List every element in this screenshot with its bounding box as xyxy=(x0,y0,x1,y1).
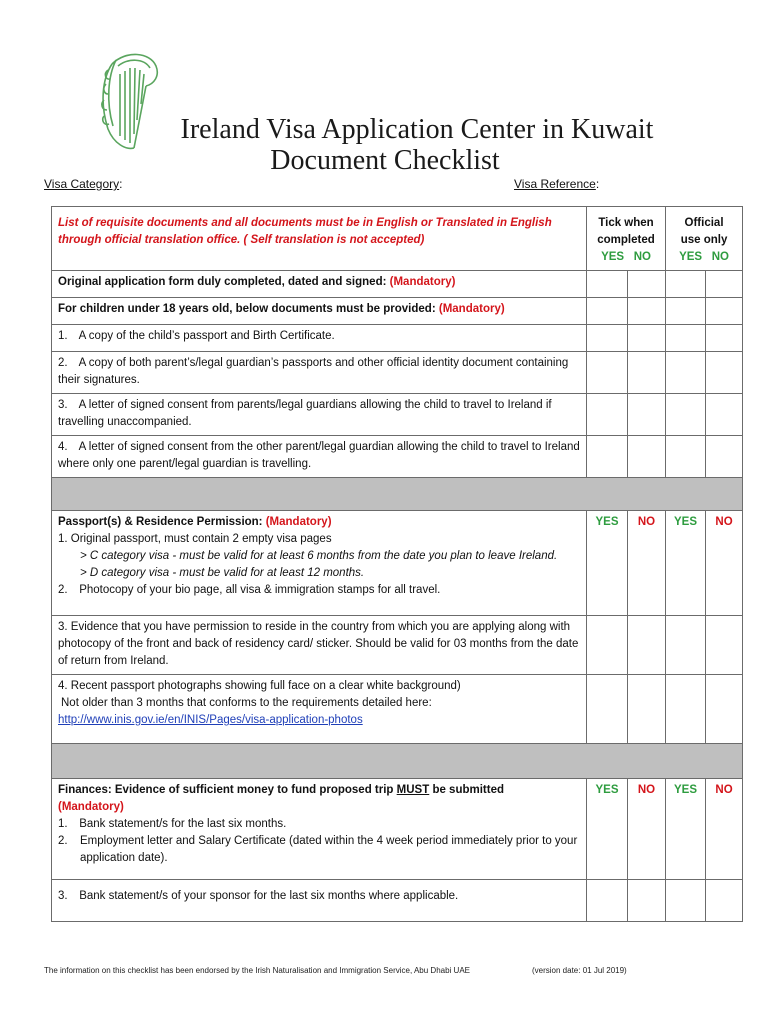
official-no-box xyxy=(706,880,743,922)
official-yes-box xyxy=(666,394,706,436)
tick-yes-checkbox[interactable] xyxy=(587,271,628,298)
tick-yes-checkbox[interactable] xyxy=(587,675,628,744)
official-no-box xyxy=(706,394,743,436)
official-yes-box xyxy=(666,616,706,675)
tick-yes-checkbox[interactable] xyxy=(587,616,628,675)
official-use-only-header: Official use only YES NO xyxy=(666,207,743,271)
tick-yes-checkbox[interactable] xyxy=(587,436,628,478)
tick-yes-checkbox[interactable]: YES xyxy=(587,779,628,880)
tick-no-checkbox[interactable] xyxy=(628,675,666,744)
visa-reference-label: Visa Reference: xyxy=(514,177,600,191)
tick-no-checkbox[interactable]: NO xyxy=(628,779,666,880)
page-title: Ireland Visa Application Center in Kuwait xyxy=(180,114,654,145)
table-row: 3. Bank statement/s of your sponsor for the last six months where applicable. xyxy=(52,880,743,922)
table-row: 2. A copy of both parent’s/legal guardian’s passports and other official identity document containing their signatures. xyxy=(52,352,743,394)
requirements-note: List of requisite documents and all documents must be in English or Translated in English through official translation office. ( Self translation is not accepted) xyxy=(52,207,587,271)
official-no-box xyxy=(706,675,743,744)
official-yes-box xyxy=(666,271,706,298)
tick-no-checkbox[interactable] xyxy=(628,325,666,352)
official-yes-box: YES xyxy=(666,511,706,616)
tick-no-checkbox[interactable] xyxy=(628,616,666,675)
tick-no-checkbox[interactable] xyxy=(628,352,666,394)
official-yes-box xyxy=(666,325,706,352)
official-yes-box: YES xyxy=(666,779,706,880)
endorsement-footer: The information on this checklist has been endorsed by the Irish Naturalisation and Immigration Service, Abu Dhabi UAE xyxy=(44,966,470,975)
official-no-box xyxy=(706,436,743,478)
tick-no-checkbox[interactable] xyxy=(628,880,666,922)
official-yes-box xyxy=(666,880,706,922)
document-checklist-table xyxy=(51,206,743,922)
page-subtitle: Document Checklist xyxy=(270,145,500,176)
table-row: 1. A copy of the child’s passport and Birth Certificate. xyxy=(52,325,743,352)
table-row: 3. A letter of signed consent from parents/legal guardians allowing the child to travel to Ireland if travelling unaccompanied. xyxy=(52,394,743,436)
tick-yes-checkbox[interactable]: YES xyxy=(587,511,628,616)
table-row: 4. A letter of signed consent from the other parent/legal guardian allowing the child to travel to Ireland where only one parent/legal guardian is travelling. xyxy=(52,436,743,478)
tick-when-completed-header: Tick when completed YES NO xyxy=(587,207,666,271)
version-date: (version date: 01 Jul 2019) xyxy=(532,966,627,975)
visa-category-label: Visa Category: xyxy=(44,177,123,191)
official-no-box: NO xyxy=(706,511,743,616)
official-no-box: NO xyxy=(706,779,743,880)
tick-no-checkbox[interactable] xyxy=(628,271,666,298)
table-header-row xyxy=(52,207,743,271)
tick-yes-checkbox[interactable] xyxy=(587,325,628,352)
table-row: Finances: Evidence of sufficient money to fund proposed trip MUST be submitted (Mandatory) 1. Bank statement/s for the last six months. 2. Employment letter and Salary Certificate (dated within the 4 week period immediately prior to your application date). YES NO YES NO xyxy=(52,779,743,880)
official-no-box xyxy=(706,271,743,298)
tick-yes-checkbox[interactable] xyxy=(587,298,628,325)
official-yes-box xyxy=(666,436,706,478)
official-yes-box xyxy=(666,298,706,325)
tick-no-checkbox[interactable] xyxy=(628,394,666,436)
table-row: 4. Recent passport photographs showing full face on a clear white background) Not older than 3 months that conforms to the requirements detailed here: http://www.inis.gov.ie/en/INIS/Pages/visa-application-photos xyxy=(52,675,743,744)
table-row: Original application form duly completed, dated and signed: (Mandatory) xyxy=(52,271,743,298)
tick-yes-checkbox[interactable] xyxy=(587,880,628,922)
tick-yes-checkbox[interactable] xyxy=(587,352,628,394)
tick-no-checkbox[interactable] xyxy=(628,298,666,325)
tick-yes-checkbox[interactable] xyxy=(587,394,628,436)
table-row: 3. Evidence that you have permission to reside in the country from which you are applying along with photocopy of the front and back of residency card/ sticker. Should be valid for 03 months from the date of return from Ireland. xyxy=(52,616,743,675)
official-no-box xyxy=(706,325,743,352)
section-divider xyxy=(52,478,743,511)
official-no-box xyxy=(706,298,743,325)
visa-photo-requirements-link[interactable]: http://www.inis.gov.ie/en/INIS/Pages/visa-application-photos xyxy=(58,714,363,726)
table-row: Passport(s) & Residence Permission: (Mandatory) 1. Original passport, must contain 2 empty visa pages > C category visa - must be valid for at least 6 months from the date you plan to leave Ireland. > D category visa - must be valid for at least 12 months. 2. Photocopy of your bio page, all visa & immigration stamps for all travel. YES NO YES NO xyxy=(52,511,743,616)
official-no-box xyxy=(706,616,743,675)
official-yes-box xyxy=(666,675,706,744)
section-divider xyxy=(52,744,743,779)
table-row: For children under 18 years old, below documents must be provided: (Mandatory) xyxy=(52,298,743,325)
official-no-box xyxy=(706,352,743,394)
tick-no-checkbox[interactable]: NO xyxy=(628,511,666,616)
tick-no-checkbox[interactable] xyxy=(628,436,666,478)
official-yes-box xyxy=(666,352,706,394)
